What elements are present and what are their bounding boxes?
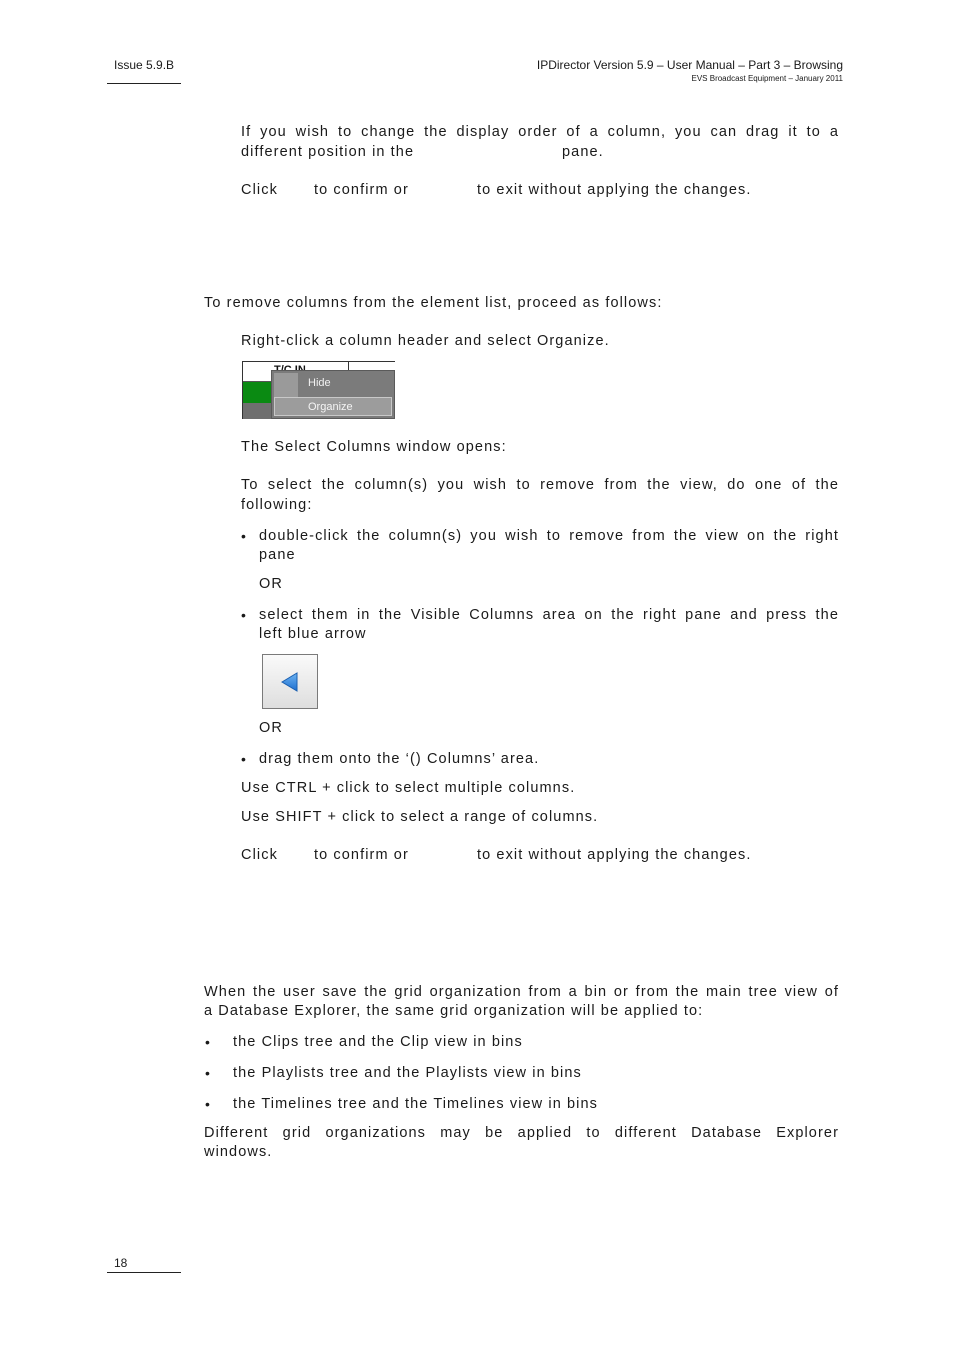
list-item: the Playlists tree and the Playlists view in bins bbox=[233, 1065, 582, 1081]
header-rule bbox=[107, 83, 181, 84]
bullet: • bbox=[241, 528, 248, 544]
confirm-text: to confirm or bbox=[314, 182, 409, 198]
issue-label: Issue 5.9.B bbox=[114, 58, 175, 72]
bullet: • bbox=[241, 607, 248, 623]
bullet-item: double-click the column(s) you wish to remove from the view on the right bbox=[259, 528, 839, 544]
menu-item-hide[interactable]: Hide bbox=[308, 377, 331, 389]
bullet-item: select them in the Visible Columns area on the right pane and press the bbox=[259, 607, 839, 623]
menu-item-organize-label: Organize bbox=[308, 401, 353, 413]
menu-item-organize[interactable] bbox=[274, 397, 392, 416]
step-3-line: following: bbox=[241, 497, 313, 513]
list-item: the Clips tree and the Clip view in bins bbox=[233, 1034, 523, 1050]
paragraph-line: Different grid organizations may be applied to different Database Explorer bbox=[204, 1125, 839, 1141]
paragraph-line: If you wish to change the display order of a column, you can drag it to a bbox=[241, 124, 839, 140]
exit-text: to exit without applying the changes. bbox=[477, 847, 752, 863]
bullet: • bbox=[241, 751, 248, 767]
or-separator: OR bbox=[259, 576, 283, 592]
paragraph-line: pane. bbox=[562, 144, 604, 160]
exit-text: to exit without applying the changes. bbox=[477, 182, 752, 198]
document-title: IPDirector Version 5.9 – User Manual – Part 3 – Browsing bbox=[536, 58, 843, 72]
bullet-item: pane bbox=[259, 547, 296, 563]
left-blue-arrow-icon bbox=[263, 655, 319, 710]
section-intro: To remove columns from the element list, proceed as follows: bbox=[204, 295, 663, 311]
bullet-item: drag them onto the ‘() Columns’ area. bbox=[259, 751, 540, 767]
click-word: Click bbox=[241, 182, 278, 198]
step-2: The Select Columns window opens: bbox=[241, 439, 507, 455]
bullet: • bbox=[205, 1096, 212, 1112]
step-3-line: To select the column(s) you wish to remove from the view, do one of the bbox=[241, 477, 839, 493]
paragraph-line: When the user save the grid organization from a bin or from the main tree view of bbox=[204, 984, 839, 1000]
tip-ctrl: Use CTRL + click to select multiple columns. bbox=[241, 780, 576, 796]
bullet-item: left blue arrow bbox=[259, 626, 367, 642]
tip-shift: Use SHIFT + click to select a range of columns. bbox=[241, 809, 599, 825]
divider bbox=[242, 361, 395, 362]
step-1: Right-click a column header and select Organize. bbox=[241, 333, 610, 349]
footer-rule bbox=[107, 1272, 181, 1273]
paragraph-line: different position in the bbox=[241, 144, 415, 160]
confirm-text: to confirm or bbox=[314, 847, 409, 863]
move-left-button[interactable] bbox=[262, 654, 318, 709]
menu-icon-column bbox=[274, 373, 298, 397]
or-separator: OR bbox=[259, 720, 283, 736]
bullet: • bbox=[205, 1065, 212, 1081]
bullet: • bbox=[205, 1034, 212, 1050]
page-number: 18 bbox=[114, 1256, 128, 1270]
document-subtitle: EVS Broadcast Equipment – January 2011 bbox=[691, 74, 843, 83]
click-word: Click bbox=[241, 847, 278, 863]
context-menu-screenshot bbox=[242, 361, 395, 419]
list-item: the Timelines tree and the Timelines view in bins bbox=[233, 1096, 598, 1112]
context-menu bbox=[271, 370, 395, 419]
paragraph-line: a Database Explorer, the same grid organization will be applied to: bbox=[204, 1003, 704, 1019]
paragraph-line: windows. bbox=[204, 1144, 273, 1160]
